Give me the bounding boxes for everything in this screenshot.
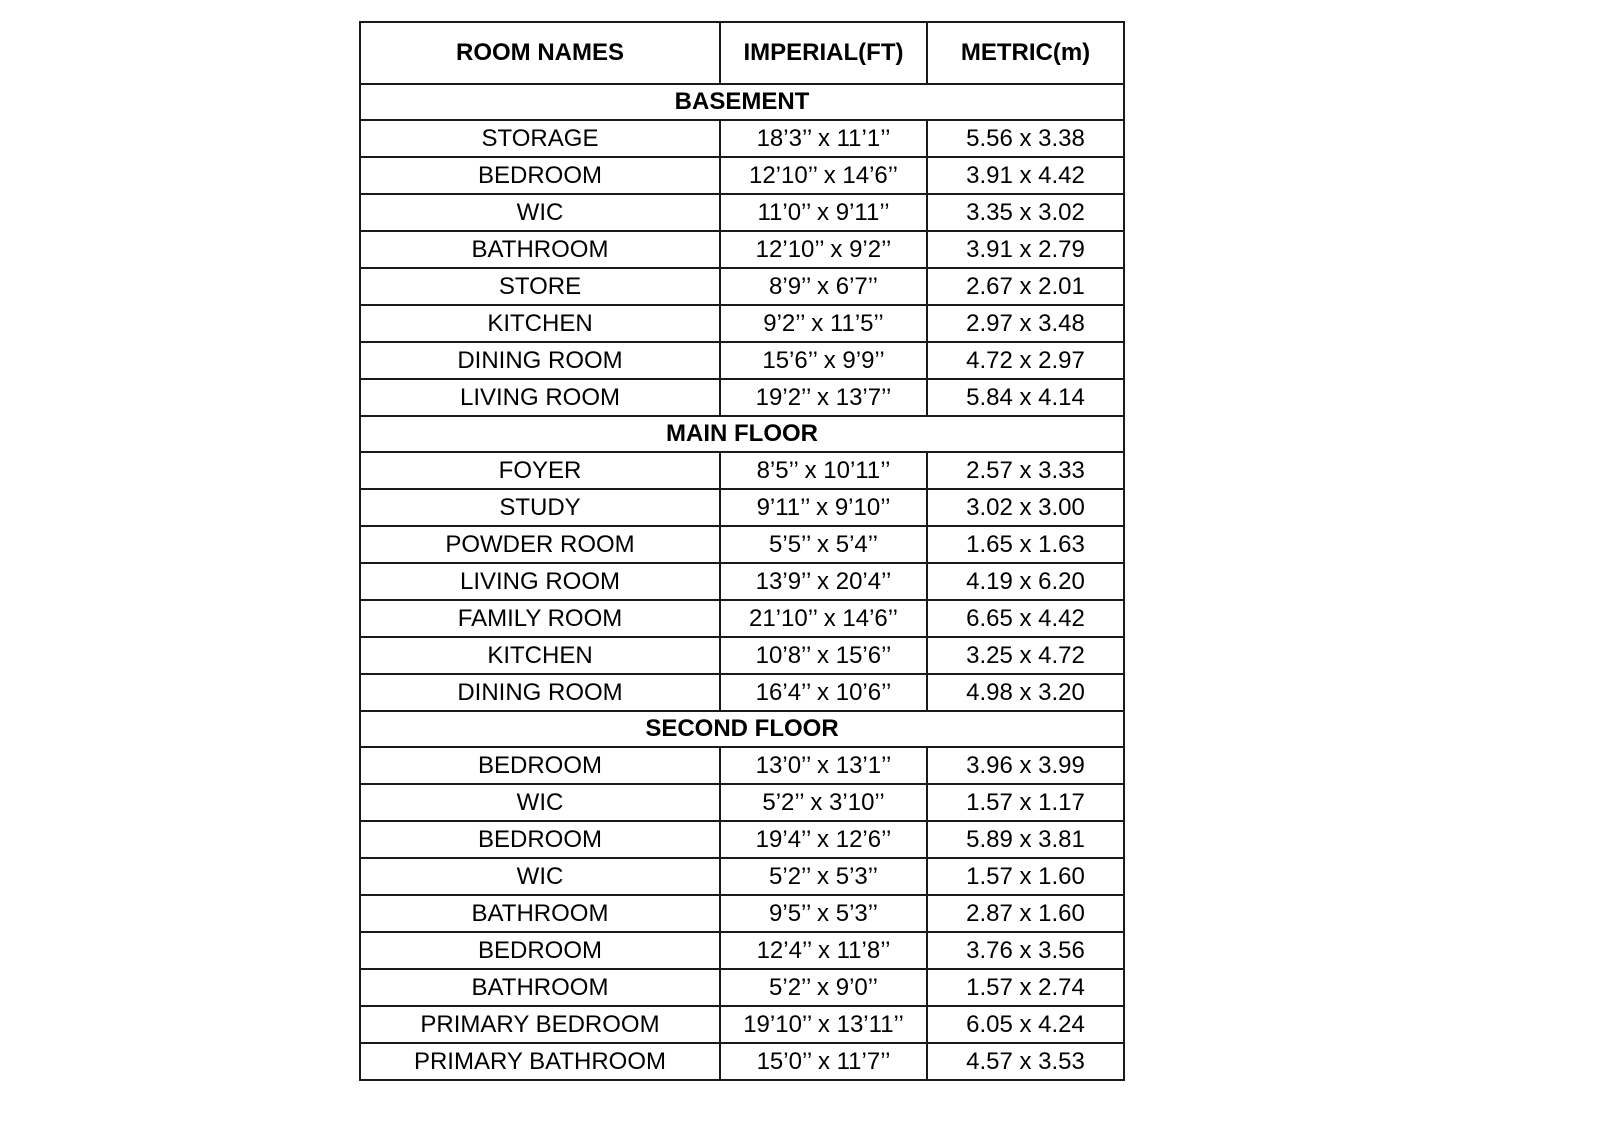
room-name-cell: BATHROOM <box>360 231 720 268</box>
room-name-cell: WIC <box>360 784 720 821</box>
table-row <box>360 821 1124 858</box>
imperial-dimension-cell: 18’3’’ x 11’1’’ <box>720 120 927 157</box>
metric-dimension-cell: 2.67 x 2.01 <box>927 268 1124 305</box>
section-title: SECOND FLOOR <box>360 711 1124 747</box>
table-row <box>360 231 1124 268</box>
table-row <box>360 342 1124 379</box>
metric-dimension-cell: 4.57 x 3.53 <box>927 1043 1124 1080</box>
section-row-second-floor <box>360 711 1124 747</box>
section-title: BASEMENT <box>360 84 1124 120</box>
metric-dimension-cell: 1.57 x 1.17 <box>927 784 1124 821</box>
table-row <box>360 157 1124 194</box>
room-name-cell: STUDY <box>360 489 720 526</box>
table-row <box>360 563 1124 600</box>
metric-dimension-cell: 3.35 x 3.02 <box>927 194 1124 231</box>
imperial-dimension-cell: 5’5’’ x 5’4’’ <box>720 526 927 563</box>
metric-dimension-cell: 3.91 x 4.42 <box>927 157 1124 194</box>
imperial-dimension-cell: 5’2’’ x 5’3’’ <box>720 858 927 895</box>
table-row <box>360 784 1124 821</box>
metric-dimension-cell: 5.56 x 3.38 <box>927 120 1124 157</box>
room-name-cell: PRIMARY BEDROOM <box>360 1006 720 1043</box>
table-row <box>360 932 1124 969</box>
imperial-dimension-cell: 13’0’’ x 13’1’’ <box>720 747 927 784</box>
imperial-dimension-cell: 11’0’’ x 9’11’’ <box>720 194 927 231</box>
section-row-main-floor <box>360 416 1124 452</box>
table-header-row <box>360 22 1124 84</box>
table-row <box>360 969 1124 1006</box>
metric-dimension-cell: 3.76 x 3.56 <box>927 932 1124 969</box>
table-row <box>360 1043 1124 1080</box>
room-name-cell: LIVING ROOM <box>360 379 720 416</box>
imperial-dimension-cell: 10’8’’ x 15’6’’ <box>720 637 927 674</box>
imperial-dimension-cell: 8’5’’ x 10’11’’ <box>720 452 927 489</box>
metric-dimension-cell: 2.57 x 3.33 <box>927 452 1124 489</box>
table-body <box>360 84 1124 1080</box>
imperial-dimension-cell: 21’10’’ x 14’6’’ <box>720 600 927 637</box>
header-imperial: IMPERIAL(FT) <box>720 22 927 84</box>
table-row <box>360 194 1124 231</box>
room-name-cell: BEDROOM <box>360 932 720 969</box>
imperial-dimension-cell: 12’10’’ x 14’6’’ <box>720 157 927 194</box>
table-row <box>360 747 1124 784</box>
room-name-cell: LIVING ROOM <box>360 563 720 600</box>
metric-dimension-cell: 6.05 x 4.24 <box>927 1006 1124 1043</box>
room-name-cell: KITCHEN <box>360 637 720 674</box>
imperial-dimension-cell: 9’2’’ x 11’5’’ <box>720 305 927 342</box>
imperial-dimension-cell: 16’4’’ x 10’6’’ <box>720 674 927 711</box>
room-name-cell: DINING ROOM <box>360 342 720 379</box>
table-row <box>360 674 1124 711</box>
room-name-cell: DINING ROOM <box>360 674 720 711</box>
room-name-cell: BATHROOM <box>360 969 720 1006</box>
metric-dimension-cell: 2.87 x 1.60 <box>927 895 1124 932</box>
metric-dimension-cell: 1.57 x 2.74 <box>927 969 1124 1006</box>
table-row <box>360 120 1124 157</box>
metric-dimension-cell: 3.02 x 3.00 <box>927 489 1124 526</box>
room-dimensions-table <box>359 21 1125 1081</box>
table-row <box>360 452 1124 489</box>
room-name-cell: BATHROOM <box>360 895 720 932</box>
imperial-dimension-cell: 8’9’’ x 6’7’’ <box>720 268 927 305</box>
table-row <box>360 379 1124 416</box>
imperial-dimension-cell: 12’10’’ x 9’2’’ <box>720 231 927 268</box>
header-metric: METRIC(m) <box>927 22 1124 84</box>
room-name-cell: FAMILY ROOM <box>360 600 720 637</box>
metric-dimension-cell: 6.65 x 4.42 <box>927 600 1124 637</box>
metric-dimension-cell: 5.89 x 3.81 <box>927 821 1124 858</box>
imperial-dimension-cell: 15’0’’ x 11’7’’ <box>720 1043 927 1080</box>
metric-dimension-cell: 4.72 x 2.97 <box>927 342 1124 379</box>
metric-dimension-cell: 3.25 x 4.72 <box>927 637 1124 674</box>
metric-dimension-cell: 4.98 x 3.20 <box>927 674 1124 711</box>
room-name-cell: WIC <box>360 858 720 895</box>
imperial-dimension-cell: 12’4’’ x 11’8’’ <box>720 932 927 969</box>
imperial-dimension-cell: 19’4’’ x 12’6’’ <box>720 821 927 858</box>
header-room-names: ROOM NAMES <box>360 22 720 84</box>
metric-dimension-cell: 1.57 x 1.60 <box>927 858 1124 895</box>
room-name-cell: POWDER ROOM <box>360 526 720 563</box>
imperial-dimension-cell: 13’9’’ x 20’4’’ <box>720 563 927 600</box>
metric-dimension-cell: 3.96 x 3.99 <box>927 747 1124 784</box>
metric-dimension-cell: 2.97 x 3.48 <box>927 305 1124 342</box>
imperial-dimension-cell: 19’2’’ x 13’7’’ <box>720 379 927 416</box>
room-name-cell: PRIMARY BATHROOM <box>360 1043 720 1080</box>
table-row <box>360 305 1124 342</box>
section-title: MAIN FLOOR <box>360 416 1124 452</box>
room-name-cell: BEDROOM <box>360 747 720 784</box>
imperial-dimension-cell: 9’5’’ x 5’3’’ <box>720 895 927 932</box>
room-name-cell: STORE <box>360 268 720 305</box>
section-row-basement <box>360 84 1124 120</box>
imperial-dimension-cell: 19’10’’ x 13’11’’ <box>720 1006 927 1043</box>
room-name-cell: STORAGE <box>360 120 720 157</box>
room-name-cell: WIC <box>360 194 720 231</box>
room-name-cell: KITCHEN <box>360 305 720 342</box>
table-row <box>360 637 1124 674</box>
imperial-dimension-cell: 9’11’’ x 9’10’’ <box>720 489 927 526</box>
metric-dimension-cell: 1.65 x 1.63 <box>927 526 1124 563</box>
room-name-cell: FOYER <box>360 452 720 489</box>
table-row <box>360 858 1124 895</box>
room-name-cell: BEDROOM <box>360 821 720 858</box>
table-row <box>360 268 1124 305</box>
table-row <box>360 489 1124 526</box>
metric-dimension-cell: 3.91 x 2.79 <box>927 231 1124 268</box>
room-name-cell: BEDROOM <box>360 157 720 194</box>
table-row <box>360 895 1124 932</box>
imperial-dimension-cell: 15’6’’ x 9’9’’ <box>720 342 927 379</box>
imperial-dimension-cell: 5’2’’ x 3’10’’ <box>720 784 927 821</box>
metric-dimension-cell: 5.84 x 4.14 <box>927 379 1124 416</box>
table-row <box>360 526 1124 563</box>
imperial-dimension-cell: 5’2’’ x 9’0’’ <box>720 969 927 1006</box>
table-row <box>360 1006 1124 1043</box>
metric-dimension-cell: 4.19 x 6.20 <box>927 563 1124 600</box>
table-row <box>360 600 1124 637</box>
